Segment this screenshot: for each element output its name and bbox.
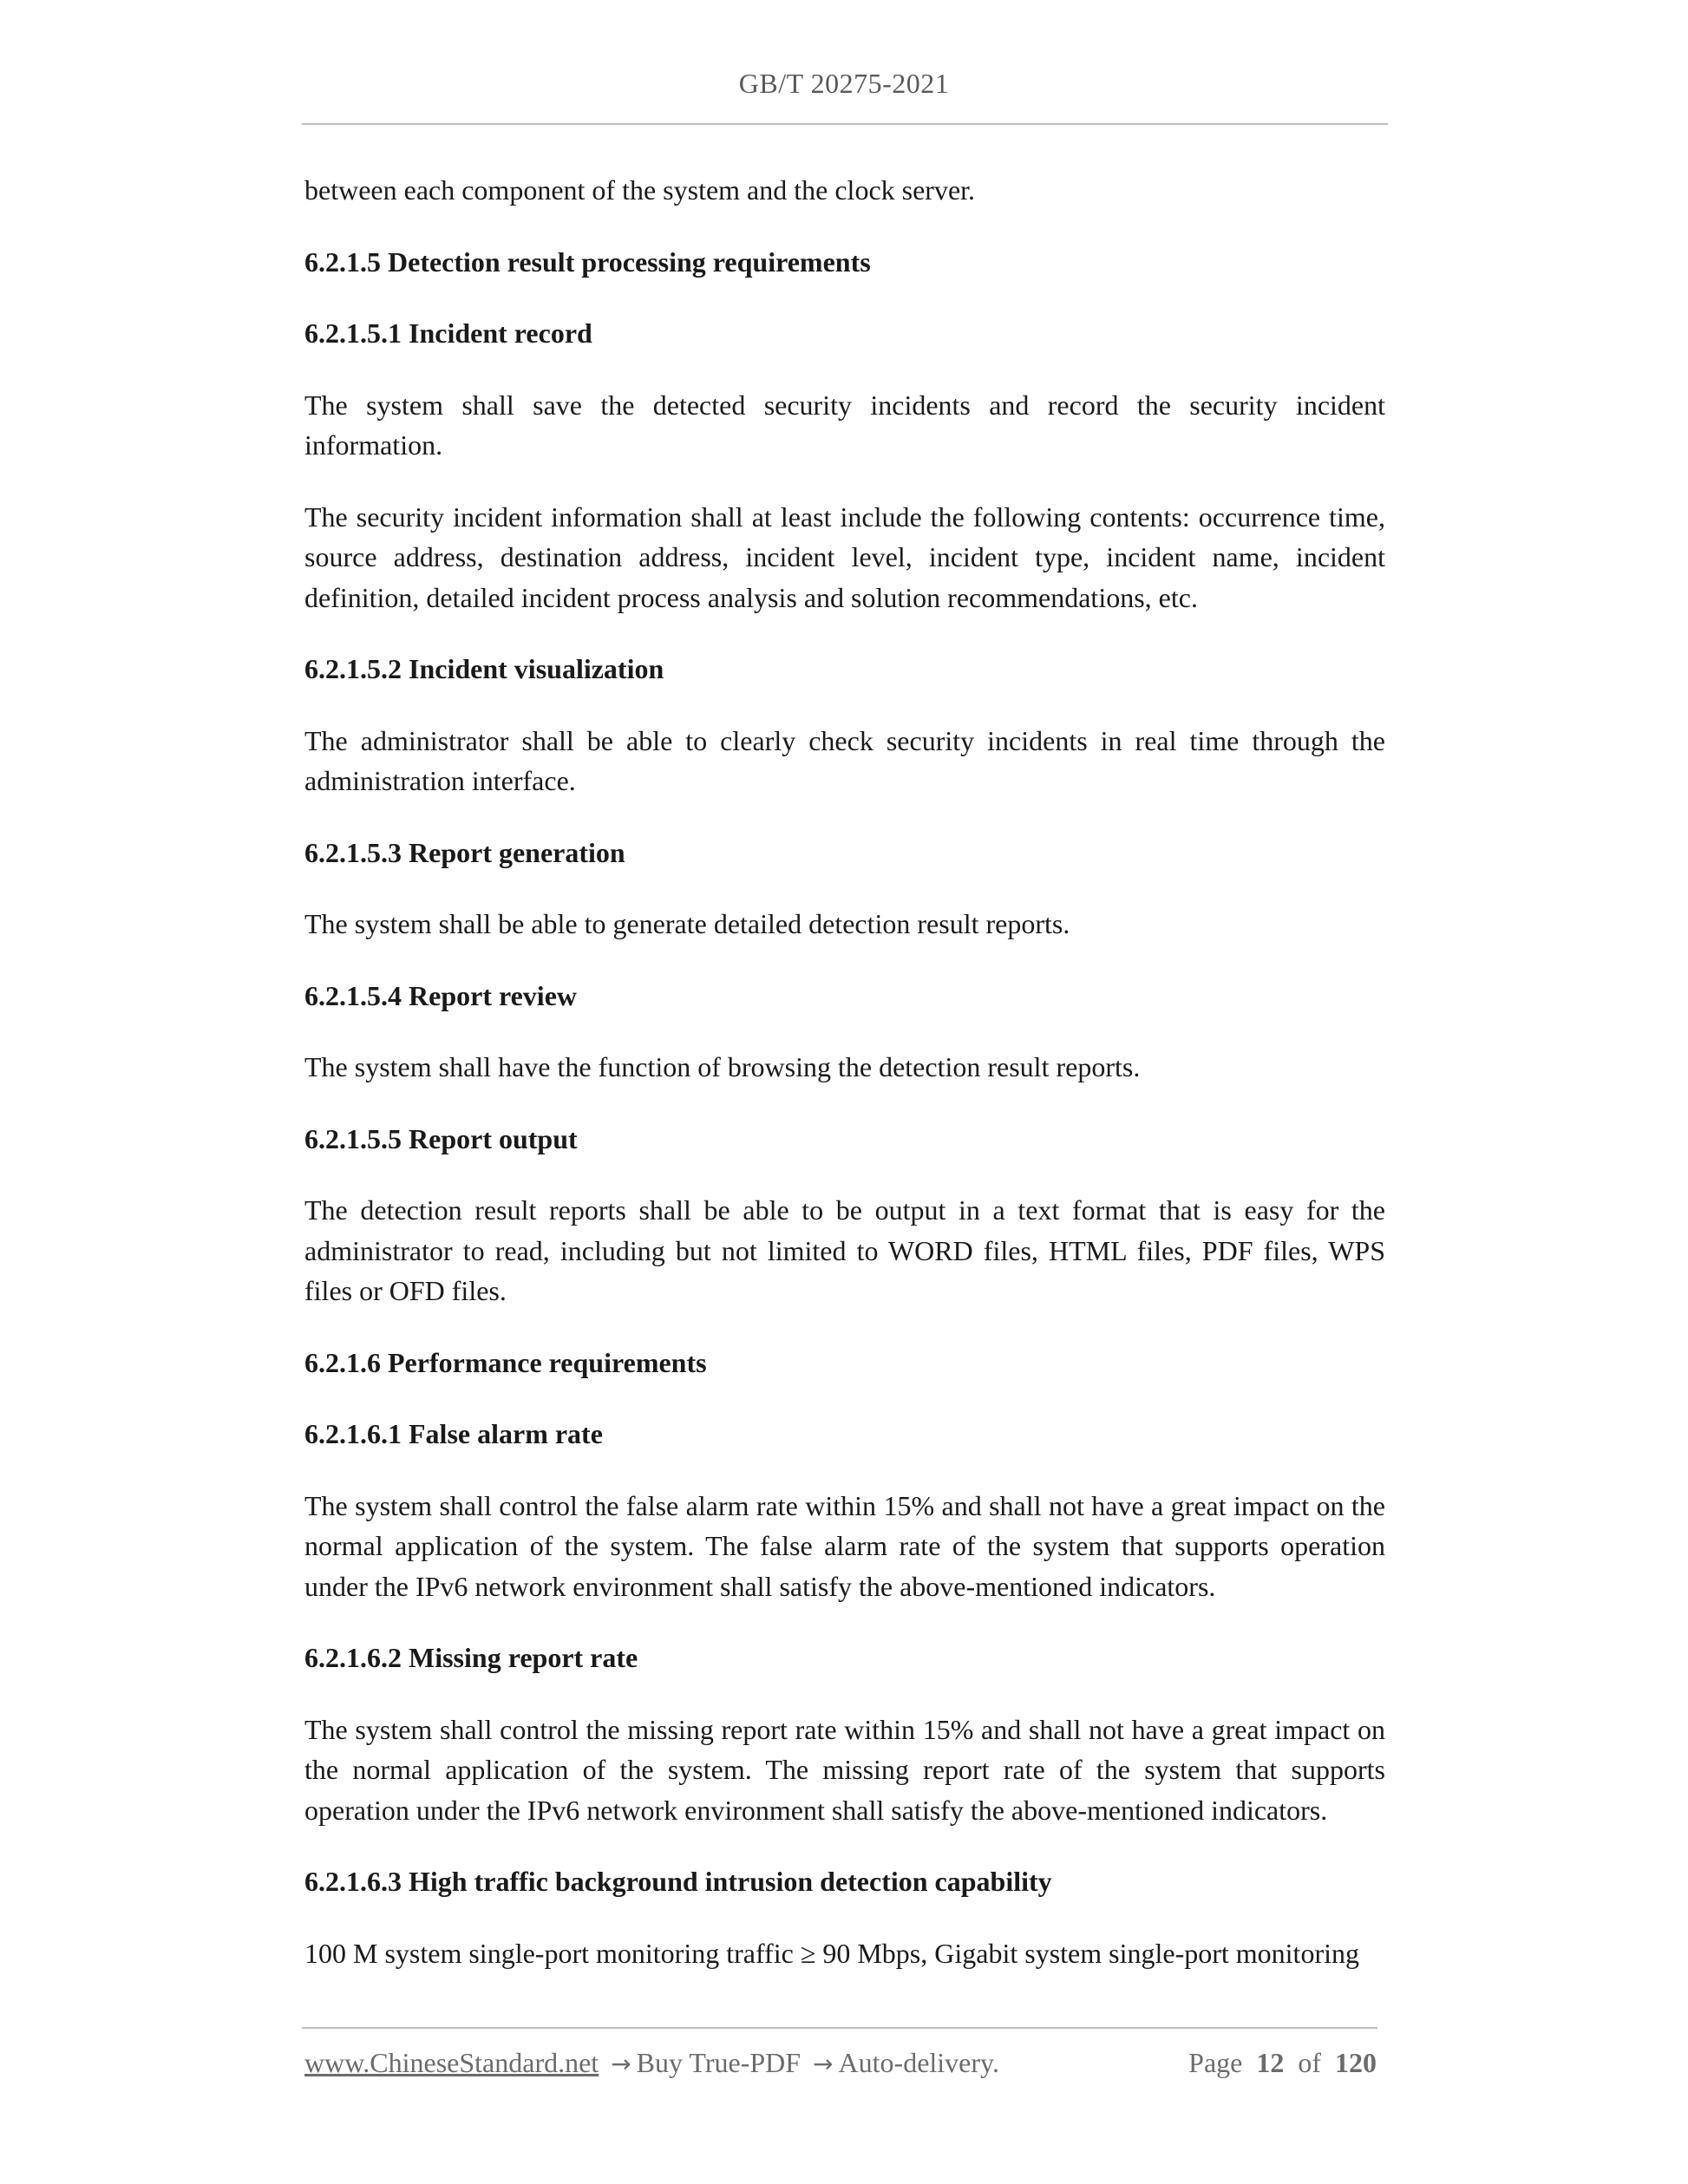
paragraph-missing-report-rate: The system shall control the missing report rate within 15% and shall not have a great impact on the normal application of the system. The missing report rate of the system that supports operation under the IPv6 network environment shall satisfy the above-mentioned indicators. <box>304 1713 1385 1826</box>
heading-6-2-1-6-2: 6.2.1.6.2 Missing report rate <box>304 1642 638 1673</box>
paragraph-incident-visualization: The administrator shall be able to clearly check security incidents in real time through the administration interface. <box>304 724 1385 796</box>
heading-6-2-1-5-1: 6.2.1.5.1 Incident record <box>304 317 592 349</box>
paragraph-report-output: The detection result reports shall be able to be output in a text format that is easy for the administrator to read, including but not limited to WORD files, HTML files, PDF files, WPS files or OFD files. <box>304 1194 1385 1306</box>
heading-6-2-1-6-1: 6.2.1.6.1 False alarm rate <box>304 1418 603 1449</box>
paragraph-high-traffic: 100 M system single-port monitoring traffic ≥ 90 Mbps, Gigabit system single-port monitoring <box>304 1937 1359 1969</box>
heading-6-2-1-5-5: 6.2.1.5.5 Report output <box>304 1122 578 1154</box>
header-standard-number: GB/T 20275-2021 <box>738 68 950 99</box>
heading-6-2-1-5-3: 6.2.1.5.3 Report generation <box>304 836 625 868</box>
heading-6-2-1-5-4: 6.2.1.5.4 Report review <box>304 979 577 1011</box>
paragraph-continuation: between each component of the system and the clock server. <box>304 174 976 206</box>
paragraph-false-alarm-rate: The system shall control the false alarm rate within 15% and shall not have a great impact on the normal application of the system. The false alarm rate of the system that supports operation under the IPv6 network environment shall satisfy the above-mentioned indicators. <box>304 1489 1385 1602</box>
footer-promo <box>304 2047 999 2079</box>
page-indicator <box>1188 2047 1377 2079</box>
site-link[interactable]: www.ChineseStandard.net <box>304 2047 599 2078</box>
heading-6-2-1-6-3: 6.2.1.6.3 High traffic background intrusion detection capability <box>304 1866 1052 1897</box>
page-total: 120 <box>1335 2047 1377 2078</box>
paragraph-incident-record-b: The security incident information shall at least include the following contents: occurrence time, source address, destination address, incident level, incident type, incident name, incident definition, detailed incident process analysis and solution recommendations, etc. <box>304 500 1385 613</box>
arrow-right-icon: → <box>611 2050 631 2078</box>
footer-divider <box>302 2027 1377 2029</box>
header-divider <box>302 123 1388 125</box>
document-body <box>304 170 1385 1973</box>
page-label: Page <box>1188 2047 1243 2078</box>
paragraph-incident-record-a: The system shall save the detected security incidents and record the security incident information. <box>304 389 1385 461</box>
heading-6-2-1-5: 6.2.1.5 Detection result processing requirements <box>304 245 871 278</box>
heading-6-2-1-6: 6.2.1.6 Performance requirements <box>304 1346 707 1378</box>
of-label: of <box>1298 2047 1321 2078</box>
page-footer <box>304 2047 1377 2079</box>
footer-buy-text: Buy True-PDF <box>636 2047 801 2078</box>
paragraph-report-generation: The system shall be able to generate detailed detection result reports. <box>304 908 1070 939</box>
arrow-right-icon: → <box>813 2050 834 2078</box>
paragraph-report-review: The system shall have the function of browsing the detection result reports. <box>304 1051 1141 1082</box>
page-current: 12 <box>1256 2047 1285 2078</box>
footer-delivery-text: Auto-delivery. <box>838 2047 999 2078</box>
heading-6-2-1-5-2: 6.2.1.5.2 Incident visualization <box>304 653 664 684</box>
